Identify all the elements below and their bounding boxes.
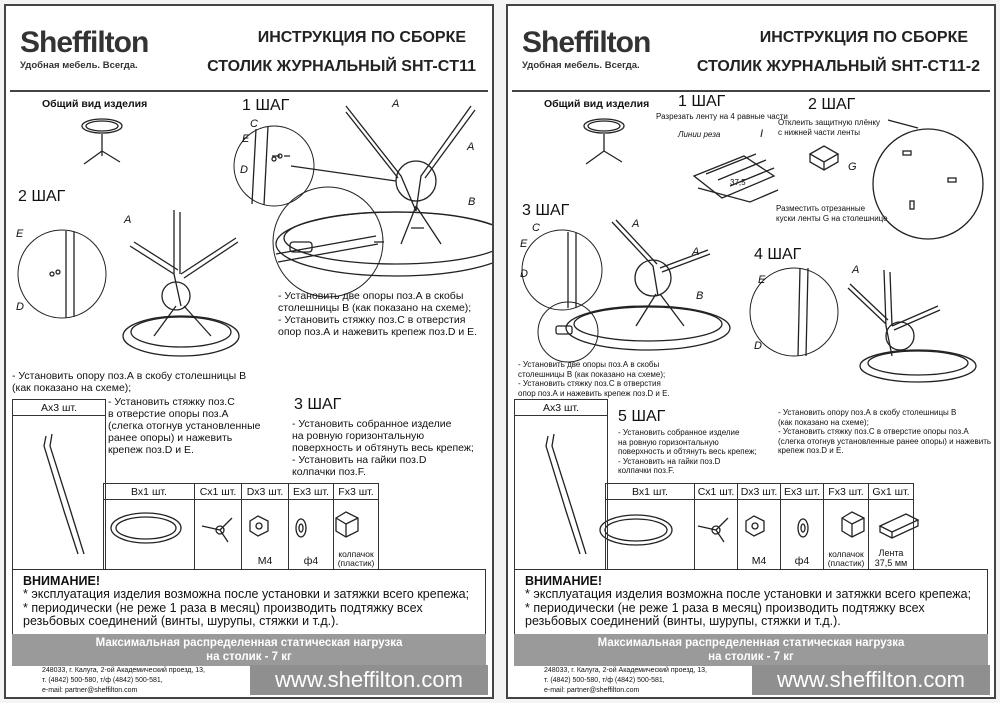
part-f-note: колпачок (пластик) bbox=[827, 548, 865, 568]
part-a-drawing bbox=[13, 416, 106, 579]
logo-text: Sheffilton bbox=[20, 26, 149, 59]
callout-e2: E bbox=[758, 274, 766, 286]
callout-i: I bbox=[760, 128, 764, 140]
part-f-label: Fх3 шт. bbox=[824, 484, 869, 500]
part-e-note: ф4 bbox=[303, 554, 319, 567]
callout-a1: A bbox=[632, 218, 640, 230]
part-d-note: М4 bbox=[751, 554, 767, 567]
callout-c: C bbox=[532, 222, 540, 234]
load-line1: Максимальная распределенная статическая нагрузка bbox=[95, 637, 403, 649]
header-title: ИНСТРУКЦИЯ ПО СБОРКЕ bbox=[257, 29, 466, 46]
step2-text2: Разместить отрезанные куски ленты G на столешнице bbox=[776, 204, 888, 223]
step1-dimension: 37,5 bbox=[730, 178, 746, 187]
footer-address: 248033, г. Калуга, 2-ой Академический проезд, 13, т. (4842) 500-580, т/ф (4842) 500-581, e-mail: partner@sheffilton.com bbox=[544, 667, 707, 694]
callout-c: C bbox=[250, 118, 258, 130]
callout-a3: A bbox=[852, 264, 860, 276]
warning-line1: * эксплуатация изделия возможна после установки и затяжки всего крепежа; bbox=[525, 587, 972, 601]
step3-text: - Установить две опоры поз.А в скобы столешницы В (как показано на схеме); - Установить стяжку поз.С в отверстия опор поз.А и нажевить крепеж поз.D и E. bbox=[518, 360, 670, 398]
part-f-cell bbox=[334, 500, 379, 578]
step1-cut-label: Линии реза bbox=[678, 130, 721, 139]
overview-label: Общий вид изделия bbox=[42, 98, 148, 110]
step2-text: Отклеить защитную плёнку с нижней части ленты bbox=[778, 118, 881, 137]
callout-b: B bbox=[696, 290, 704, 302]
part-c-cell bbox=[695, 500, 738, 578]
callout-d2: D bbox=[754, 340, 762, 352]
callout-a2: A bbox=[467, 141, 475, 153]
step2-label: 2 ШАГ bbox=[18, 188, 66, 205]
header-subtitle: СТОЛИК ЖУРНАЛЬНЫЙ SHT-CT11 bbox=[207, 58, 476, 75]
part-d-label: Dх3 шт. bbox=[242, 484, 289, 500]
part-e-cell bbox=[289, 500, 334, 578]
callout-a2: A bbox=[692, 246, 700, 258]
step5-label: 5 ШАГ bbox=[618, 408, 666, 425]
instruction-sheet-ct11-2 bbox=[506, 4, 996, 699]
parts-table bbox=[103, 483, 379, 578]
warning-line2: * периодически (не реже 1 раза в месяц) производить подтяжку всех резьбовых соединений (винты, шурупы, стяжки и т.д.). bbox=[525, 600, 925, 628]
step3-label: 3 ШАГ bbox=[522, 202, 570, 219]
step1-label: 1 ШАГ bbox=[242, 97, 290, 114]
part-b-cell bbox=[606, 500, 695, 578]
warning-title: ВНИМАНИЕ! bbox=[525, 574, 602, 588]
load-banner bbox=[514, 634, 988, 666]
part-f-label: Fх3 шт. bbox=[334, 484, 379, 500]
callout-e: E bbox=[520, 238, 528, 250]
callout-a1: A bbox=[392, 98, 400, 110]
step2-text: - Установить опору поз.А в скобу столешницы В (как показано на схеме); bbox=[12, 370, 247, 394]
callout-d: D bbox=[520, 268, 528, 280]
part-a-drawing bbox=[515, 416, 608, 579]
callout-b: B bbox=[468, 196, 476, 208]
footer-website[interactable]: www.sheffilton.com bbox=[752, 665, 990, 695]
part-a-label: Ах3 шт. bbox=[515, 400, 608, 416]
part-d-cell bbox=[738, 500, 781, 578]
step3-text: - Установить собранное изделие на ровную горизонтальную поверхность и обтянуть весь крепеж; - Установить на гайки поз.D колпачки поз.F. bbox=[292, 418, 474, 478]
parts-table bbox=[605, 483, 914, 578]
part-g-note: Лента 37,5 мм bbox=[874, 547, 908, 568]
callout-d: D bbox=[240, 164, 248, 176]
load-line2: на столик - 7 кг bbox=[708, 651, 794, 663]
callout-e2: E bbox=[16, 228, 24, 240]
header-subtitle: СТОЛИК ЖУРНАЛЬНЫЙ SHT-CT11-2 bbox=[696, 58, 980, 75]
callout-g: G bbox=[848, 161, 857, 173]
load-banner bbox=[12, 634, 486, 666]
step4-text: - Установить опору поз.А в скобу столешницы В (как показано на схеме); - Установить стяжку поз.С в отверстие опоры поз.А (слегка отогнув установленные ранее опоры) и нажевить крепеж поз.D и E. bbox=[778, 408, 992, 455]
part-c-label: Сх1 шт. bbox=[695, 484, 738, 500]
step5-text: - Установить собранное изделие на ровную горизонтальную поверхность и обтянуть весь крепеж; - Установить на гайки поз.D колпачки поз.F. bbox=[618, 428, 757, 475]
instruction-sheet-ct11 bbox=[4, 4, 494, 699]
part-g-label: Gх1 шт. bbox=[869, 484, 914, 500]
part-d-cell bbox=[242, 500, 289, 578]
warning-box bbox=[12, 569, 486, 635]
footer-website[interactable]: www.sheffilton.com bbox=[250, 665, 488, 695]
footer-address: 248033, г. Калуга, 2-ой Академический проезд, 13, т. (4842) 500-580, т/ф (4842) 500-581, e-mail: partner@sheffilton.com bbox=[42, 667, 205, 694]
warning-line1: * эксплуатация изделия возможна после установки и затяжки всего крепежа; bbox=[23, 587, 470, 601]
callout-d2: D bbox=[16, 301, 24, 313]
step2-label: 2 ШАГ bbox=[808, 96, 856, 113]
step1-label: 1 ШАГ bbox=[678, 93, 726, 110]
callout-a3: A bbox=[124, 214, 132, 226]
part-e-cell bbox=[781, 500, 824, 578]
parts-table-a bbox=[514, 399, 608, 579]
part-e-note: ф4 bbox=[794, 554, 810, 567]
warning-line2: * периодически (не реже 1 раза в месяц) производить подтяжку всех резьбовых соединений (винты, шурупы, стяжки и т.д.). bbox=[23, 600, 423, 628]
overview-label: Общий вид изделия bbox=[544, 98, 650, 110]
part-b-label: Вх1 шт. bbox=[606, 484, 695, 500]
header-title: ИНСТРУКЦИЯ ПО СБОРКЕ bbox=[759, 29, 968, 46]
part-f-cell bbox=[824, 500, 869, 578]
logo-tagline: Удобная мебель. Всегда. bbox=[20, 60, 138, 71]
part-f-note: колпачок (пластик) bbox=[337, 548, 375, 568]
load-line1: Максимальная распределенная статическая нагрузка bbox=[597, 637, 905, 649]
part-b-cell bbox=[104, 500, 195, 578]
step4-label: 4 ШАГ bbox=[754, 246, 802, 263]
part-c-label: Сх1 шт. bbox=[195, 484, 242, 500]
part-e-label: Ех3 шт. bbox=[781, 484, 824, 500]
part-d-note: М4 bbox=[257, 554, 273, 567]
callout-e: E bbox=[242, 133, 250, 145]
warning-title: ВНИМАНИЕ! bbox=[23, 574, 100, 588]
step1-text: Разрезать ленту на 4 равные части bbox=[656, 112, 788, 121]
step1-text: - Установить две опоры поз.А в скобы столешницы В (как показано на схеме); - Установить стяжку поз.С в отверстия опор поз.А и нажевить крепеж поз.D и E. bbox=[278, 290, 478, 338]
part-c-cell bbox=[195, 500, 242, 578]
part-b-label: Вх1 шт. bbox=[104, 484, 195, 500]
step3-label: 3 ШАГ bbox=[294, 396, 342, 413]
load-line2: на столик - 7 кг bbox=[206, 651, 292, 663]
part-g-cell bbox=[869, 500, 914, 578]
part-e-label: Ех3 шт. bbox=[289, 484, 334, 500]
part-a-label: Ах3 шт. bbox=[13, 400, 106, 416]
logo-tagline: Удобная мебель. Всегда. bbox=[522, 60, 640, 71]
logo-text: Sheffilton bbox=[522, 26, 651, 59]
step2-text2: - Установить стяжку поз.С в отверстие опоры поз.А (слегка отогнув установленные ранее опоры) и нажевить крепеж поз.D и E. bbox=[108, 396, 261, 456]
parts-table-a bbox=[12, 399, 106, 579]
part-d-label: Dх3 шт. bbox=[738, 484, 781, 500]
warning-box bbox=[514, 569, 988, 635]
